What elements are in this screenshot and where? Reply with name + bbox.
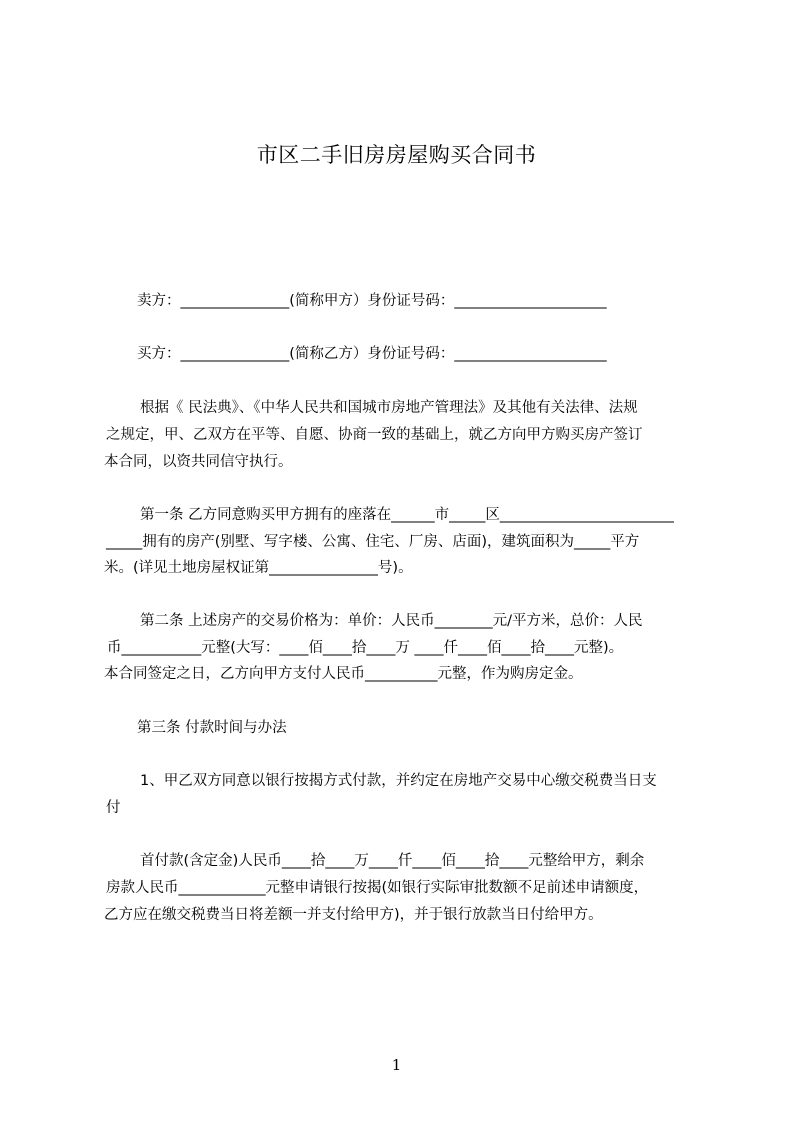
preamble-line: 本合同，以资共同信守执行。 — [104, 454, 293, 470]
article2-line: 币___________元整(大写：____佰____拾____万 ____仟____佰____拾____元整)。 — [107, 640, 624, 656]
article1-line: 米。(详见土地房屋权证第_______________号)。 — [104, 560, 413, 576]
seller-line: 卖方：_______________(简称甲方）身份证号码：_____________________ — [137, 293, 607, 309]
article1-line: 第一条 乙方同意购买甲方拥有的座落在______市_____区________________________ — [140, 507, 674, 523]
buyer-line: 买方：_______________(简称乙方）身份证号码：_____________________ — [137, 346, 607, 362]
preamble-line: 之规定，甲、乙双方在平等、自愿、协商一致的基础上，就乙方向甲方购买房产签订 — [106, 427, 643, 443]
article2-line: 本合同签定之日，乙方向甲方支付人民币__________元整，作为购房定金。 — [104, 666, 583, 682]
item1-line: 1、甲乙双方同意以银行按揭方式付款，并约定在房地产交易中心缴交税费当日支 — [140, 773, 657, 789]
item1-line: 付 — [106, 800, 121, 816]
article1-line: _____拥有的房产(别墅、写字楼、公寓、住宅、厂房、店面)，建筑面积为_____平方 — [106, 534, 640, 550]
article2-line: 第二条 上述房产的交易价格为：单价：人民币________元/平方米，总价：人民 — [140, 613, 643, 629]
down-payment-line: 房款人民币____________元整申请银行按揭(如银行实际审批数额不足前述申请额度， — [106, 880, 649, 896]
down-payment-line: 乙方应在缴交税费当日将差额一并支付给甲方)，并于银行放款当日付给甲方。 — [104, 907, 603, 923]
page-number: 1 — [391, 1056, 402, 1074]
preamble-line: 根据《 民法典》、《中华人民共和国城市房地产管理法》及其他有关法律、法规 — [140, 400, 638, 416]
document-title: 市区二手旧房房屋购买合同书 — [256, 143, 537, 167]
down-payment-line: 首付款(含定金)人民币____拾____万____仟____佰____拾____元整给甲方，剩余 — [140, 853, 645, 869]
article3-heading: 第三条 付款时间与办法 — [137, 720, 287, 736]
